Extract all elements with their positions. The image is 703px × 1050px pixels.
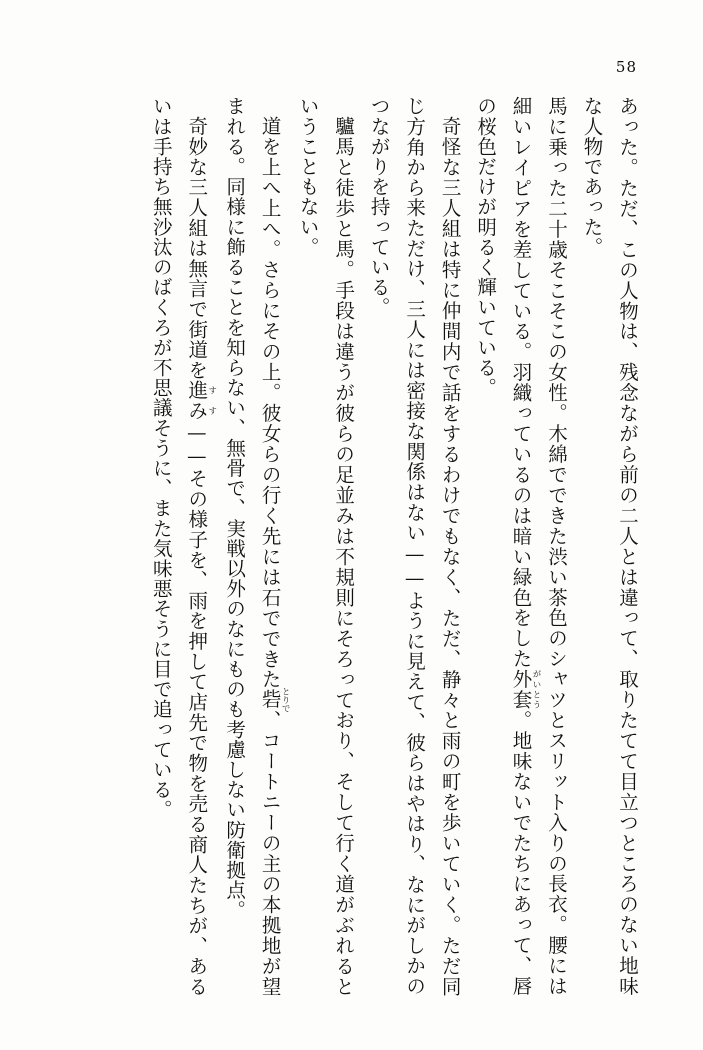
ruby-annotation: 進みすす (185, 379, 217, 421)
paragraph-2: 馬に乗った二十歳そこそこの女性。木綿でできた渋い茶色のシャツとスリット入りの長衣。腰には細いレイピアを差している。羽織っているのは暗い緑色をした外套がいとう。地味ないでたちにあって、唇の桜色だけが明るく輝いている。 (474, 96, 569, 996)
ruby-annotation: 砦とりで (258, 686, 291, 712)
paragraph-5: 道を上へ上へ。さらにその上。彼女らの行く先には石でできた砦とりで、コートニーの主の本拠地が望まれる。同様に飾ることを知らない、無骨で、実戦以外のなにものも考慮しない防衛拠点。 (223, 96, 291, 996)
ruby-annotation: 外套がいとう (509, 668, 542, 710)
paragraph-1: あった。ただ、この人物は、残念ながら前の二人とは違って、取りたてて目立つところのない地味な人物であった。 (580, 96, 639, 996)
paragraph-4: 驢馬と徒歩と馬。手段は違うが彼らの足並みは不規則にそろっており、そして行く道がぶれるということもない。 (296, 96, 356, 996)
paragraph-6: 奇妙な三人組は無言で街道を進みすす——その様子を、雨を押して店先で物を売る商人たちが、あるいは手持ち無沙汰のばくろが不思議そうに、また気味悪そうに目で追っている。 (149, 96, 217, 996)
page-number: 58 (615, 58, 637, 76)
paragraph-3: 奇怪な三人組は特に仲間内で話をするわけでもなく、ただ、静々と雨の町を歩いていく。ただ同じ方角から来ただけ、三人には密接な関係はない——ように見えて、彼らはやはり、なにがしかのつながりを持っている。 (367, 96, 462, 996)
vertical-text-body (58, 96, 645, 996)
